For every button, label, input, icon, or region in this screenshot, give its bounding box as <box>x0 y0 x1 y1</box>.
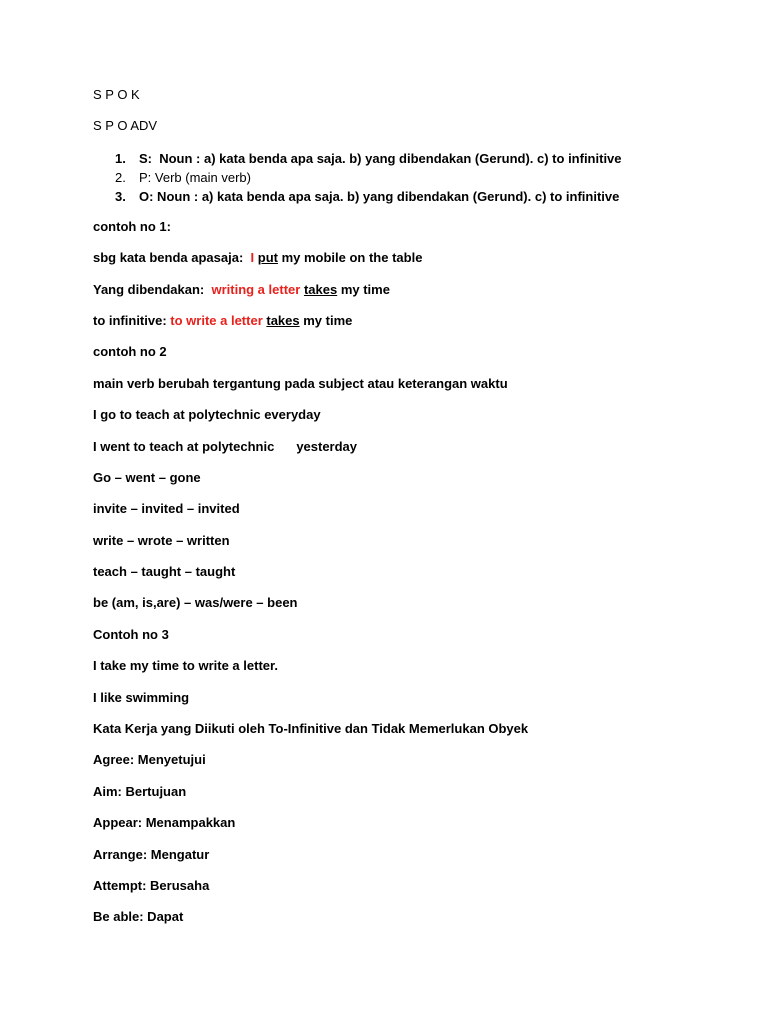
spok-line: S P O K <box>93 87 140 102</box>
paragraph-line: I go to teach at polytechnic everyday <box>93 407 321 423</box>
underlined-verb: takes <box>266 312 300 328</box>
section-title: Kata Kerja yang Diikuti oleh To-Infinitive dan Tidak Memerlukan Obyek <box>93 721 529 737</box>
list-item <box>93 168 713 187</box>
example-suffix: my mobile on the table <box>277 250 423 266</box>
contoh-3-heading: Contoh no 3 <box>93 626 169 642</box>
highlight-subject: I <box>250 250 258 266</box>
example-prefix: sbg kata benda apasaja: <box>93 250 251 266</box>
list-item-text: O: Noun : a) kata benda apa saja. b) yang dibendakan (Gerund). c) to infinitive <box>139 188 620 204</box>
list-number: 1. <box>115 150 126 166</box>
underlined-verb: put <box>257 250 278 266</box>
contoh-2-heading: contoh no 2 <box>93 344 167 360</box>
document-body <box>93 86 713 940</box>
went-line-main: I went to teach at polytechnic <box>93 438 275 454</box>
highlight-subject: to write a letter <box>170 312 263 328</box>
list-item <box>93 149 713 168</box>
underlined-verb: takes <box>303 281 338 297</box>
example-suffix: my time <box>337 281 390 297</box>
paragraph-line: I like swimming <box>93 689 190 705</box>
verb-form-line: invite – invited – invited <box>93 501 240 517</box>
verb-form-line: teach – taught – taught <box>93 564 236 580</box>
vocabulary-line: Appear: Menampakkan <box>93 815 236 831</box>
contoh-1-heading: contoh no 1: <box>93 218 171 234</box>
list-item-text: P: Verb (main verb) <box>139 169 251 185</box>
verb-form-line: Go – went – gone <box>93 469 201 485</box>
example-prefix: to infinitive: <box>93 312 171 328</box>
list-number: 3. <box>115 188 126 204</box>
vocabulary-line: Attempt: Berusaha <box>93 877 210 893</box>
vocabulary-line: Arrange: Mengatur <box>93 846 210 862</box>
verb-form-line: write – wrote – written <box>93 532 230 548</box>
example-gerund-line <box>93 281 713 299</box>
vocabulary-line: Aim: Bertujuan <box>93 783 187 799</box>
paragraph-line: main verb berubah tergantung pada subject atau keterangan waktu <box>93 375 508 391</box>
example-noun-line <box>93 249 713 267</box>
spoadv-line: S P O ADV <box>93 118 158 134</box>
vocabulary-line: Be able: Dapat <box>93 909 184 925</box>
example-infinitive-line <box>93 312 713 330</box>
went-line-time: yesterday <box>296 438 358 454</box>
list-item-text: S: Noun : a) kata benda apa saja. b) yang dibendakan (Gerund). c) to infinitive <box>139 150 622 166</box>
paragraph-line: I take my time to write a letter. <box>93 658 278 674</box>
example-suffix: my time <box>299 312 353 328</box>
spok-definition-list <box>93 149 713 206</box>
list-number: 2. <box>115 169 126 185</box>
list-item <box>93 187 713 206</box>
verb-form-line: be (am, is,are) – was/were – been <box>93 595 298 611</box>
highlight-subject: writing a letter <box>211 281 301 297</box>
example-prefix: Yang dibendakan: <box>93 281 212 297</box>
vocabulary-line: Agree: Menyetujui <box>93 752 206 768</box>
went-line <box>93 438 713 456</box>
